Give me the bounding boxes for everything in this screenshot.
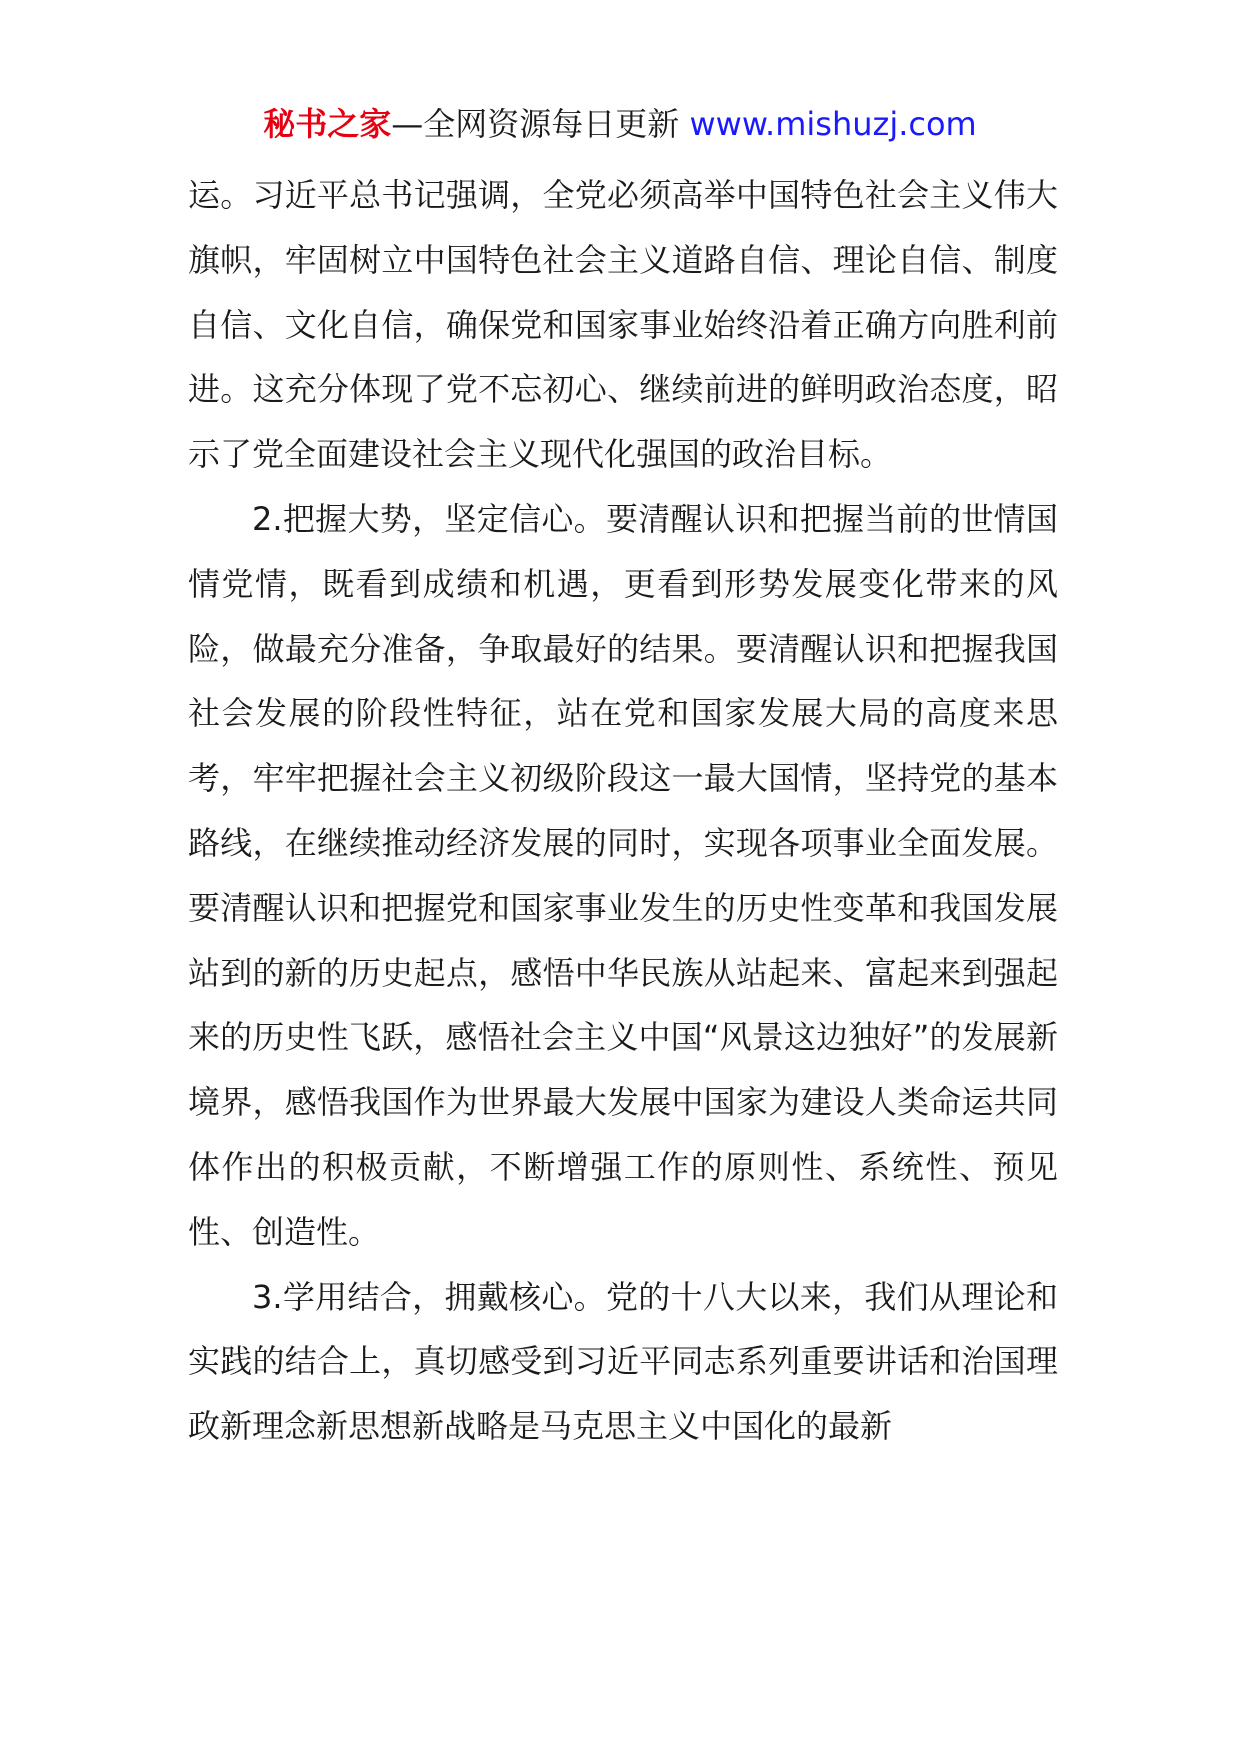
paragraph-continuation: 运。习近平总书记强调，全党必须高举中国特色社会主义伟大旗帜，牢固树立中国特色社会主义道路自信、理论自信、制度自信、文化自信，确保党和国家事业始终沿着正确方向胜利前进。这充分体现了党不忘初心、继续前进的鲜明政治态度，昭示了党全面建设社会主义现代化强国的政治目标。	[188, 176, 1058, 474]
page-header	[0, 100, 1240, 148]
brand-name: 秘书之家	[263, 105, 392, 143]
header-tagline: —全网资源每日更新	[391, 105, 690, 143]
paragraph-2: 2.把握大势，坚定信心。要清醒认识和把握当前的世情国情党情，既看到成绩和机遇，更看到形势发展变化带来的风险，做最充分准备，争取最好的结果。要清醒认识和把握我国社会发展的阶段性特征，站在党和国家发展大局的高度来思考，牢牢把握社会主义初级阶段这一最大国情，坚持党的基本路线，在继续推动经济发展的同时，实现各项事业全面发展。要清醒认识和把握党和国家事业发生的历史性变革和我国发展站到的新的历史起点，感悟中华民族从站起来、富起来到强起来的历史性飞跃，感悟社会主义中国“风景这边独好”的发展新境界，感悟我国作为世界最大发展中国家为建设人类命运共同体作出的积极贡献，不断增强工作的原则性、系统性、预见性、创造性。	[188, 499, 1058, 1251]
site-url-link[interactable]: www.mishuzj.com	[689, 105, 977, 143]
paragraph-3: 3.学用结合，拥戴核心。党的十八大以来，我们从理论和实践的结合上，真切感受到习近平同志系列重要讲话和治国理政新理念新思想新战略是马克思主义中国化的最新	[188, 1277, 1058, 1446]
document-body	[188, 163, 1058, 1459]
